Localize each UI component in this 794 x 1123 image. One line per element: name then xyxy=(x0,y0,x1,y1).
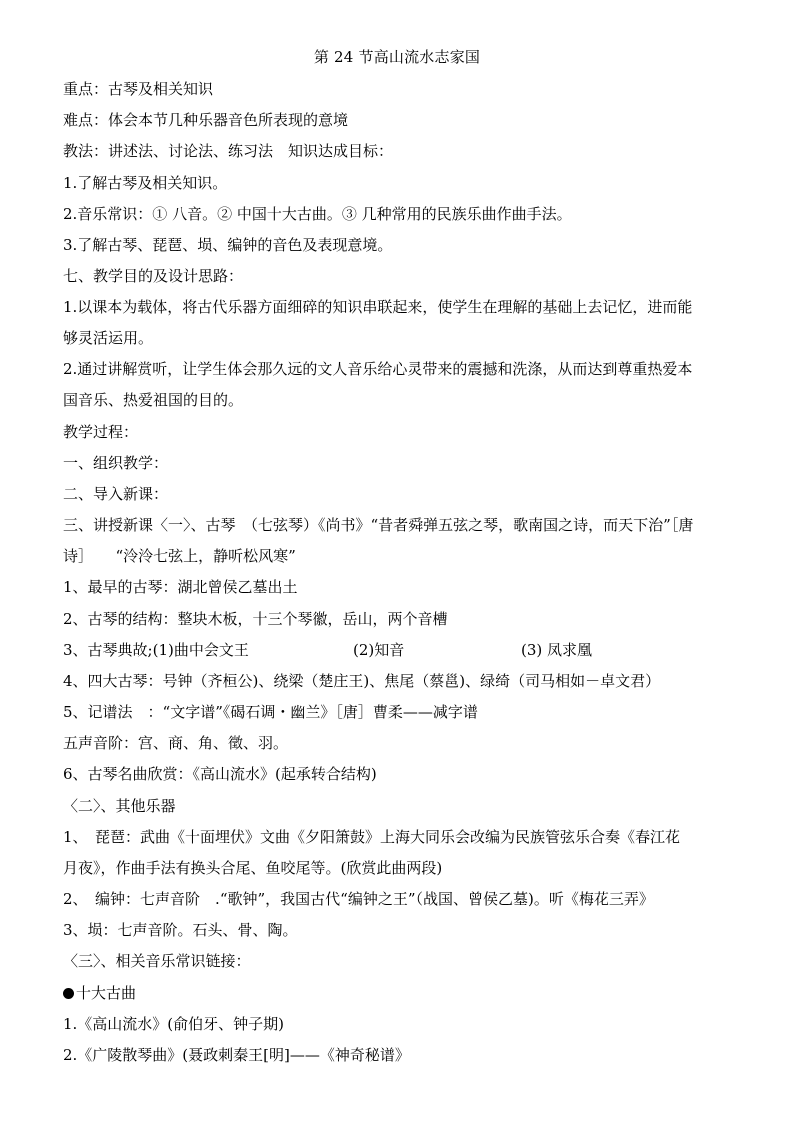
text-line: 1、最早的古琴：湖北曾侯乙墓出土 xyxy=(63,578,298,596)
text-line: 〈二〉、其他乐器 xyxy=(63,797,176,815)
text-line: 3、埙：七声音阶。石头、骨、陶。 xyxy=(63,921,298,939)
text-line: 五声音阶：宫、商、角、徵、羽。 xyxy=(63,734,289,752)
text-line: 2.通过讲解赏听，让学生体会那久远的文人音乐给心灵带来的震撼和洗涤，从而达到尊重热爱本 xyxy=(63,360,693,378)
text-line: 1、 琵琶：武曲《十面埋伏》文曲《夕阳箫鼓》上海大同乐会改编为民族管弦乐合奏《春江花 xyxy=(63,828,681,846)
text-line: 3.了解古琴、琵琶、埙、编钟的音色及表现意境。 xyxy=(63,236,393,254)
text-line: 够灵活运用。 xyxy=(63,329,154,347)
text-line: 诗］ “泠泠七弦上，静听松风寒” xyxy=(63,547,296,565)
text-segment: (3) 凤求凰 xyxy=(521,641,593,659)
text-line: 三、讲授新课〈一〉、古琴 （七弦琴）《尚书》“昔者舜弹五弦之琴，歌南国之诗，而天下治”［唐 xyxy=(63,516,694,534)
text-line: 4、四大古琴：号钟（齐桓公)、绕梁（楚庄王)、焦尾（蔡邕)、绿绮（司马相如－卓文君） xyxy=(63,672,661,690)
text-line xyxy=(63,640,743,660)
text-segment: 3、古琴典故;(1)曲中会文王 xyxy=(63,641,249,659)
text-line: 一、组织教学： xyxy=(63,454,169,472)
text-line: 教学过程： xyxy=(63,423,139,441)
text-line xyxy=(63,983,743,1003)
text-line: 二、导入新课： xyxy=(63,485,169,503)
text-line: 国音乐、热爱祖国的目的。 xyxy=(63,391,244,409)
text-line: 6、古琴名曲欣赏：《高山流水》(起承转合结构) xyxy=(63,765,377,783)
bullet-label: 十大古曲 xyxy=(76,984,137,1002)
text-line: 重点：古琴及相关知识 xyxy=(63,80,214,98)
text-line: 1.了解古琴及相关知识。 xyxy=(63,174,228,192)
text-line: 月夜》，作曲手法有换头合尾、鱼咬尾等。(欣赏此曲两段) xyxy=(63,859,443,877)
text-line: 1.以课本为载体，将古代乐器方面细碎的知识串联起来，使学生在理解的基础上去记忆，进而能 xyxy=(63,298,693,316)
text-line: 〈三〉、相关音乐常识链接： xyxy=(63,952,251,970)
text-line: 七、教学目的及设计思路： xyxy=(63,267,244,285)
text-line: 教法：讲述法、讨论法、练习法 知识达成目标： xyxy=(63,142,394,160)
bullet-icon xyxy=(63,988,74,999)
text-line: 2、古琴的结构：整块木板，十三个琴徽，岳山，两个音槽 xyxy=(63,610,448,628)
text-line: 5、记谱法 ：“文字谱”《碣石调・幽兰》［唐］曹柔——减字谱 xyxy=(63,703,478,721)
text-line: 2.《广陵散琴曲》(聂政刺秦王[明]——《神奇秘谱》 xyxy=(63,1046,410,1064)
text-segment: (2)知音 xyxy=(353,641,405,659)
text-line: 2.音乐常识：① 八音。② 中国十大古曲。③ 几种常用的民族乐曲作曲手法。 xyxy=(63,205,572,223)
text-line: 1.《高山流水》(俞伯牙、钟子期) xyxy=(63,1015,285,1033)
text-line: 2、 编钟：七声音阶 .“歌钟”，我国古代“编钟之王”（战国、曾侯乙墓)。听《梅花三弄》 xyxy=(63,890,654,908)
text-line: 难点：体会本节几种乐器音色所表现的意境 xyxy=(63,111,349,129)
page-title: 第 24 节高山流水志家国 xyxy=(313,48,481,66)
